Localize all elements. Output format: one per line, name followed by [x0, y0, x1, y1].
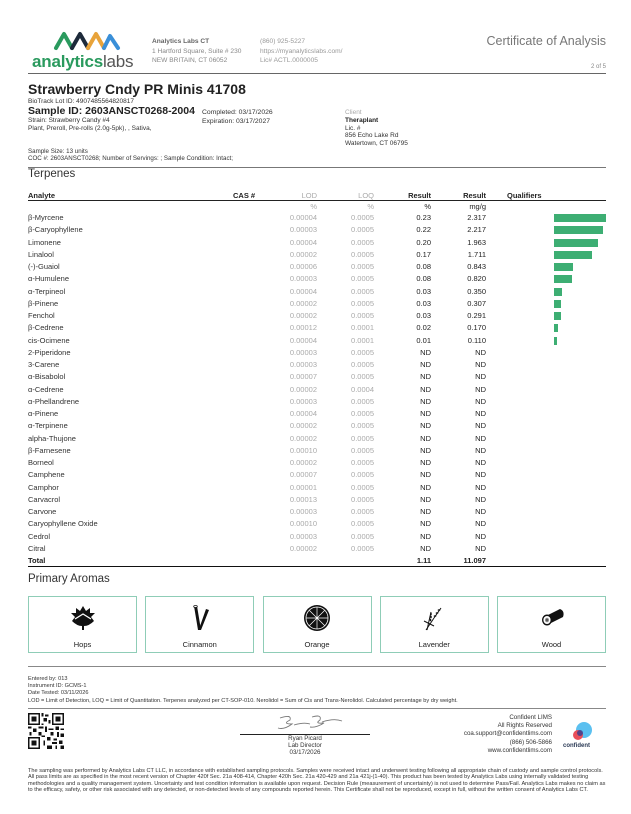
logo-text-analytics: analytics [32, 52, 103, 71]
loq-cell: 0.0005 [351, 360, 374, 369]
result-mg-cell: 0.110 [467, 335, 486, 345]
result-mg-cell: ND [475, 372, 486, 382]
lod-cell: 0.00002 [289, 249, 317, 259]
client-address-line2: Watertown, CT 06795 [345, 140, 408, 148]
document-title: Certificate of Analysis [486, 34, 606, 48]
lavender-icon [420, 604, 448, 632]
signer-name: Ryan Picard [288, 735, 322, 742]
analyte-cell: α-Phellandrene [28, 396, 80, 406]
analyte-cell: cis-Ocimene [28, 335, 70, 345]
result-mg-cell: ND [475, 396, 486, 406]
analyte-cell: α-Humulene [28, 274, 70, 284]
table-row [28, 310, 606, 322]
aroma-card-orange [263, 596, 372, 653]
result-mg-cell: 0.291 [467, 311, 486, 320]
lod-cell: 0.00004 [289, 237, 317, 247]
qr-code-icon[interactable] [28, 713, 64, 749]
result-pct-cell: ND [420, 494, 431, 504]
result-mg-cell: ND [475, 543, 486, 553]
lod-cell: 0.00004 [289, 409, 317, 418]
client-block [345, 109, 408, 148]
loq-cell: 0.0005 [351, 347, 374, 357]
table-row [28, 494, 606, 506]
table-row [28, 212, 606, 224]
lod-cell: 0.00003 [289, 347, 317, 357]
result-pct-cell: 0.08 [416, 262, 431, 271]
result-pct-cell: ND [420, 445, 431, 455]
coa-header [28, 28, 606, 74]
loq-cell: 0.0005 [351, 470, 374, 480]
loq-cell: 0.0005 [351, 482, 374, 492]
analyte-cell: Camphor [28, 482, 59, 492]
lod-cell: 0.00012 [289, 323, 317, 333]
lod-cell: 0.00002 [289, 543, 317, 553]
col-lod: LOD [301, 191, 317, 200]
aroma-card-wood [497, 596, 606, 653]
analyte-cell: Fenchol [28, 311, 55, 320]
result-bar [554, 337, 557, 345]
completed-date: Completed: 03/17/2026 [202, 109, 273, 116]
lims-name: Confident LIMS [509, 714, 552, 721]
loq-cell: 0.0004 [351, 384, 374, 394]
result-mg-cell: 1.963 [467, 237, 486, 247]
lod-cell: 0.00002 [289, 421, 317, 431]
signoff-date: 03/17/2026 [289, 748, 321, 756]
table-row [28, 347, 606, 359]
table-row [28, 298, 606, 310]
table-total-row [28, 555, 606, 567]
loq-cell: 0.0005 [351, 249, 374, 259]
lod-cell: 0.00004 [289, 335, 317, 345]
result-bar [554, 214, 606, 222]
analyte-cell: Limonene [28, 237, 61, 247]
loq-cell: 0.0005 [351, 274, 374, 284]
expiration-date: Expiration: 03/17/2027 [202, 117, 271, 125]
dates-block [202, 109, 273, 126]
table-row [28, 408, 606, 420]
result-pct-cell: ND [420, 409, 431, 418]
analyte-cell: β-Farnesene [28, 445, 71, 455]
result-mg-cell: ND [475, 421, 486, 431]
result-mg-cell: 0.307 [467, 298, 486, 308]
analyte-cell: Borneol [28, 458, 54, 467]
unit-result-pct: % [424, 202, 431, 211]
result-bar [554, 226, 603, 234]
loq-cell: 0.0005 [351, 262, 374, 271]
analyte-cell: alpha-Thujone [28, 433, 76, 443]
lab-name: Analytics Labs CT [152, 38, 210, 45]
lab-address-line1: 1 Hartford Square, Suite # 230 [152, 47, 242, 55]
loq-cell: 0.0001 [351, 323, 374, 333]
sample-size-block [28, 148, 233, 162]
aroma-label: Cinnamon [182, 640, 217, 649]
cinnamon-icon [186, 604, 214, 632]
entered-by: Entered by: 013 [28, 676, 68, 682]
result-pct-cell: ND [420, 396, 431, 406]
analyte-cell: α-Cedrene [28, 384, 64, 394]
lod-cell: 0.00002 [289, 384, 317, 394]
result-pct-cell: ND [420, 543, 431, 553]
result-pct-cell: ND [420, 470, 431, 480]
biotrack-lot-id: BioTrack Lot ID: 4907485564820817 [28, 98, 135, 105]
result-pct-cell: 0.02 [416, 323, 431, 333]
aroma-label: Lavender [418, 640, 450, 649]
lims-email-link[interactable]: coa.support@confidentlims.com [463, 730, 552, 738]
test-notes [28, 676, 458, 705]
table-row [28, 518, 606, 530]
aroma-card-cinnamon [145, 596, 254, 653]
product-category: Plant, Preroll, Pre-rolls (2.0g-5pk), , Sativa, [28, 125, 152, 132]
analyte-cell: Carvacrol [28, 494, 61, 504]
lod-cell: 0.00004 [289, 213, 317, 222]
client-license: Lic. # [345, 124, 361, 132]
loq-cell: 0.0005 [351, 409, 374, 418]
result-mg-cell: 0.820 [467, 274, 486, 284]
analyte-cell: Camphene [28, 470, 65, 480]
result-mg-cell: ND [475, 458, 486, 467]
result-mg-cell: 2.217 [467, 225, 486, 235]
table-row [28, 335, 606, 347]
sample-info-block [28, 98, 195, 133]
result-mg-cell: ND [475, 482, 486, 492]
lod-loq-legend: LOD = Limit of Detection, LOQ = Limit of Quantitation. Terpenes analyzed per CT-SOP-010. Nerolidol = Sum of Cis and Trans-Nerolidol. Calculated percentage by dry weight. [28, 697, 458, 704]
analyte-cell: Carvone [28, 507, 57, 516]
result-pct-cell: 0.03 [416, 286, 431, 296]
terpenes-section-title: Terpenes [28, 168, 76, 180]
analyte-cell: Linalool [28, 249, 54, 259]
aromas-grid [28, 596, 606, 653]
legal-disclaimer: The sampling was performed by Analytics Labs CT LLC, in accordance with established sampling protocols. Samples were received intact and underwent testing following all appropriate chain of custody and sample control protocols. All pass limits are as specified in the most recent version of Chapter 420f Sec. 21a 408-414, Chapter 420h Sec. 21a 420-429 and 21a 421j-(1-40). This product has been tested by Analytics Labs using internally validated testing methodologies and a quality management system. Uncertainty and test condition information is available upon request. Decision Rule (measurement of uncertainty) is not used to determine Pass/Fail. Analytics Labs makes no claim as to the efficacy, safety, or other risk associated with any detected, or non-detected levels of any compounds reported herein. This Certificate shall not be reproduced, except in full, without the written consent of Analytics Labs CT. [28, 768, 606, 794]
aroma-label: Hops [73, 640, 92, 649]
lod-cell: 0.00003 [289, 360, 317, 369]
notes-divider [28, 708, 606, 709]
result-pct-cell: ND [420, 433, 431, 443]
lims-rights: All Rights Reserved [497, 722, 552, 730]
analyte-cell: 2-Piperidone [28, 347, 71, 357]
result-pct-cell: 0.22 [416, 225, 431, 235]
table-row [28, 433, 606, 445]
table-row [28, 531, 606, 543]
unit-loq: % [367, 202, 374, 211]
lod-cell: 0.00003 [289, 225, 317, 235]
col-analyte: Analyte [28, 191, 56, 200]
col-result-mg: Result [463, 191, 486, 200]
logo-text-labs: labs [102, 52, 134, 71]
col-qualifiers: Qualifiers [507, 191, 542, 200]
result-bar [554, 263, 573, 271]
result-bar [554, 288, 562, 296]
analytics-labs-logo [32, 30, 142, 72]
result-mg-cell: ND [475, 384, 486, 394]
result-pct-cell: 0.01 [416, 335, 431, 345]
lod-cell: 0.00003 [289, 274, 317, 284]
aroma-label: Orange [304, 640, 330, 649]
loq-cell: 0.0005 [351, 421, 374, 431]
loq-cell: 0.0005 [351, 213, 374, 222]
result-pct-cell: ND [420, 531, 431, 541]
lab-contact-block [260, 37, 342, 66]
lab-address-block [152, 37, 241, 66]
result-pct-cell: ND [420, 519, 431, 529]
hops-icon [69, 604, 97, 632]
table-row [28, 457, 606, 469]
lims-phone: (866) 506-5866 [509, 738, 552, 746]
loq-cell: 0.0005 [351, 494, 374, 504]
section-divider [28, 666, 606, 667]
table-header-row [28, 191, 606, 201]
signature-image [270, 712, 350, 734]
table-row [28, 224, 606, 236]
result-bar [554, 251, 592, 259]
client-label: Client [345, 109, 362, 116]
table-row [28, 445, 606, 457]
total-pct: 1.11 [416, 556, 431, 565]
result-pct-cell: ND [420, 347, 431, 357]
loq-cell: 0.0005 [351, 286, 374, 296]
instrument-id: Instrument ID: GCMS-1 [28, 683, 87, 690]
table-row [28, 261, 606, 273]
lod-cell: 0.00010 [289, 519, 317, 529]
table-row [28, 482, 606, 494]
result-pct-cell: ND [420, 384, 431, 394]
lod-cell: 0.00003 [289, 396, 317, 406]
table-row [28, 543, 606, 555]
result-bar [554, 324, 558, 332]
sample-id: Sample ID: 2603ANSCT0268-2004 [28, 105, 195, 117]
section-divider [28, 167, 606, 168]
loq-cell: 0.0005 [351, 531, 374, 541]
lod-cell: 0.00007 [289, 372, 317, 382]
table-row [28, 420, 606, 432]
analyte-cell: Caryophyllene Oxide [28, 519, 98, 529]
result-mg-cell: ND [475, 445, 486, 455]
result-mg-cell: ND [475, 409, 486, 418]
lod-cell: 0.00001 [289, 482, 317, 492]
table-row [28, 506, 606, 518]
unit-lod: % [310, 202, 317, 211]
terpene-rows [28, 212, 606, 555]
page-indicator: 2 of 5 [590, 64, 606, 70]
result-mg-cell: ND [475, 360, 486, 369]
lims-info [464, 714, 552, 755]
result-bar [554, 300, 561, 308]
lod-cell: 0.00007 [289, 470, 317, 480]
signer-block [240, 736, 370, 756]
result-pct-cell: 0.23 [416, 213, 431, 222]
lab-phone: (860) 925-5227 [260, 38, 306, 45]
lab-license: Lic# ACTL.0000005 [260, 57, 318, 64]
analyte-cell: β-Caryophyllene [28, 225, 83, 235]
logo-mark-icon [52, 30, 122, 52]
result-mg-cell: 1.711 [467, 249, 486, 259]
lod-cell: 0.00002 [289, 311, 317, 320]
confident-logo-text: confident [563, 743, 590, 749]
lod-cell: 0.00002 [289, 433, 317, 443]
lod-cell: 0.00004 [289, 286, 317, 296]
lod-cell: 0.00002 [289, 458, 317, 467]
lod-cell: 0.00002 [289, 298, 317, 308]
table-row [28, 396, 606, 408]
result-mg-cell: ND [475, 433, 486, 443]
lab-address-line2: NEW BRITAIN, CT 06052 [152, 57, 228, 64]
analyte-cell: β-Cedrene [28, 323, 64, 333]
result-bar [554, 239, 598, 247]
signer-title: Lab Director [288, 741, 322, 749]
client-name: Theraplant [345, 116, 379, 124]
analyte-cell: Cedrol [28, 531, 51, 541]
analyte-cell: Citral [28, 543, 46, 553]
table-row [28, 359, 606, 371]
wood-icon [538, 604, 566, 632]
lod-cell: 0.00013 [289, 494, 317, 504]
analyte-cell: α-Terpineol [28, 286, 66, 296]
result-pct-cell: 0.08 [416, 274, 431, 284]
result-mg-cell: 0.170 [467, 323, 486, 333]
col-result-pct: Result [408, 191, 431, 200]
result-pct-cell: 0.20 [416, 237, 431, 247]
result-bar [554, 275, 572, 283]
analyte-cell: α-Pinene [28, 409, 59, 418]
loq-cell: 0.0005 [351, 372, 374, 382]
table-row [28, 249, 606, 261]
result-pct-cell: ND [420, 372, 431, 382]
aroma-card-lavender [380, 596, 489, 653]
total-mg: 11.097 [463, 556, 486, 565]
loq-cell: 0.0005 [351, 396, 374, 406]
sample-size: Sample Size: 13 units [28, 148, 88, 155]
table-row [28, 384, 606, 396]
loq-cell: 0.0005 [351, 433, 374, 443]
analyte-cell: 3-Carene [28, 360, 60, 369]
logo-wordmark [32, 52, 133, 72]
result-pct-cell: 0.03 [416, 311, 431, 320]
result-pct-cell: 0.17 [416, 249, 431, 259]
result-mg-cell: ND [475, 531, 486, 541]
product-name: Strawberry Cndy PR Minis 41708 [28, 81, 246, 97]
result-mg-cell: ND [475, 347, 486, 357]
result-pct-cell: 0.03 [416, 298, 431, 308]
analyte-cell: β-Pinene [28, 298, 59, 308]
loq-cell: 0.0005 [351, 225, 374, 235]
lod-cell: 0.00010 [289, 445, 317, 455]
loq-cell: 0.0005 [351, 237, 374, 247]
aroma-card-hops [28, 596, 137, 653]
total-label: Total [28, 556, 46, 565]
result-bar [554, 312, 561, 320]
result-pct-cell: ND [420, 458, 431, 467]
table-row [28, 273, 606, 285]
loq-cell: 0.0005 [351, 507, 374, 516]
result-mg-cell: 0.843 [467, 262, 486, 271]
result-mg-cell: 2.317 [467, 213, 486, 222]
table-row [28, 469, 606, 481]
aromas-section-title: Primary Aromas [28, 573, 110, 585]
unit-result-mg: mg/g [469, 202, 486, 211]
lims-website-link[interactable]: www.confidentlims.com [487, 746, 552, 754]
coc-line: COC #: 2603ANSCT0268; Number of Servings: ; Sample Condition: Intact; [28, 155, 233, 162]
col-cas: CAS # [233, 191, 256, 200]
table-row [28, 322, 606, 334]
terpenes-table [28, 191, 606, 567]
lod-cell: 0.00003 [289, 531, 317, 541]
loq-cell: 0.0005 [351, 311, 374, 320]
result-pct-cell: ND [420, 360, 431, 369]
date-tested: Date Tested: 03/11/2026 [28, 690, 89, 697]
loq-cell: 0.0005 [351, 458, 374, 467]
loq-cell: 0.0001 [351, 335, 374, 345]
client-address-line1: 856 Echo Lake Rd [345, 132, 399, 140]
result-pct-cell: ND [420, 421, 431, 431]
analyte-cell: β-Myrcene [28, 213, 64, 222]
table-units-row [28, 201, 606, 212]
result-pct-cell: ND [420, 507, 431, 516]
result-pct-cell: ND [420, 482, 431, 492]
col-loq: LOQ [358, 191, 374, 200]
lod-cell: 0.00006 [289, 262, 317, 271]
result-mg-cell: 0.350 [467, 286, 486, 296]
lab-website-link[interactable]: https://myanalyticslabs.com/ [260, 47, 343, 55]
result-mg-cell: ND [475, 519, 486, 529]
loq-cell: 0.0005 [351, 519, 374, 529]
analyte-cell: α-Bisabolol [28, 372, 66, 382]
result-mg-cell: ND [475, 507, 486, 516]
analyte-cell: α-Terpinene [28, 421, 68, 431]
loq-cell: 0.0005 [351, 543, 374, 553]
orange-icon [303, 604, 331, 632]
result-mg-cell: ND [475, 470, 486, 480]
table-row [28, 237, 606, 249]
table-row [28, 286, 606, 298]
strain: Strain: Strawberry Candy #4 [28, 117, 110, 124]
lod-cell: 0.00003 [289, 507, 317, 516]
aroma-label: Wood [541, 640, 562, 649]
analyte-cell: (-)-Guaiol [28, 262, 60, 271]
result-mg-cell: ND [475, 494, 486, 504]
loq-cell: 0.0005 [351, 298, 374, 308]
table-row [28, 371, 606, 383]
loq-cell: 0.0005 [351, 445, 374, 455]
